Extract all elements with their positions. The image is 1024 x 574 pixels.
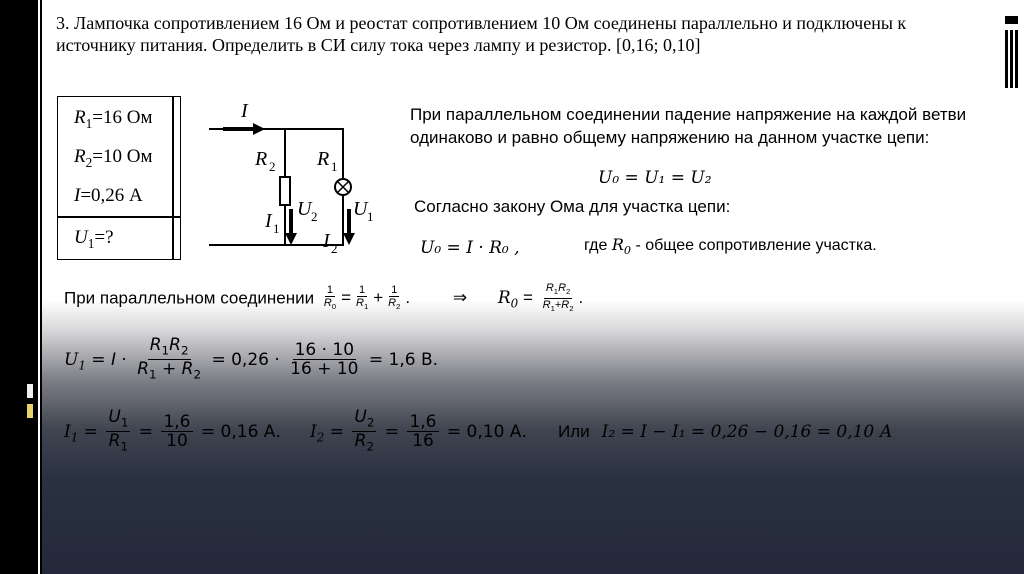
formula-i2: $I_2$ = $\frac{U_2}{R_2}$ = $\frac{1,6}{16}$ = 0,10 А.: [310, 407, 527, 454]
sub-u2: 2: [311, 209, 318, 224]
sub-u1: 1: [367, 209, 374, 224]
given-divider-vertical: [172, 97, 174, 259]
i1-arrowhead: [285, 233, 297, 245]
label-i1: I: [265, 210, 272, 232]
label-u1: U: [353, 198, 368, 220]
resistor-r2: [280, 177, 290, 205]
ohm-law-text: Согласно закону Ома для участка цепи:: [414, 197, 731, 216]
right-decor-bar: [1005, 16, 1018, 24]
explanation-line-1: При параллельном соединении падение напряжение на каждой ветви: [410, 105, 967, 124]
problem-statement: 3. Лампочка сопротивлением 16 Ом и реостат сопротивлением 10 Ом соединены параллельно и подключены к источнику питания. Определить в СИ силу тока через лампу и резистор. [0,16; 0,10]: [56, 13, 907, 55]
given-r1: $R_1=16$ Ом: [74, 107, 153, 131]
parallel-formula: При параллельном соединении $\frac{1}{R_0}$ = $\frac{1}{R_1}$ + $\frac{1}{R_2}$ . ⇒ $R_0$ = $\frac{R_1R_2}{R_1+R_2}$ .: [64, 282, 584, 314]
given-current: I=0,26 А: [74, 185, 143, 206]
current-arrowhead: [253, 123, 265, 135]
left-decor-line: [40, 0, 42, 574]
label-current: I: [241, 100, 248, 122]
left-decor-bar: [0, 0, 38, 574]
label-i2: I: [323, 230, 330, 252]
formula-i2-alternative: Или I₂ = I − I₁ = 0,26 − 0,16 = 0,10 А: [558, 422, 893, 442]
given-u1: $U_1=$?: [74, 227, 114, 251]
where-text: где $R_0$ - общее сопротивление участка.: [584, 235, 877, 258]
left-decor-mark: [27, 384, 33, 398]
formula-u0: U₀ = I · R₀ ,: [420, 238, 520, 258]
formula-u1: $U_1 = I$ · $\frac{R_1R_2}{R_1 + R_2}$ = 0,26 · $\frac{16 \cdot 10}{16 + 10}$ = 1,6 В.: [64, 335, 439, 382]
left-decor-mark: [27, 404, 33, 418]
label-u2: U: [297, 198, 312, 220]
sub-r2: 2: [269, 159, 276, 174]
right-decor-stripes: [1005, 30, 1018, 88]
sub-r1: 1: [331, 159, 338, 174]
formula-i1: $I_1$ = $\frac{U_1}{R_1}$ = $\frac{1,6}{10}$ = 0,16 А.: [64, 407, 281, 454]
label-r2: R: [255, 148, 268, 170]
i2-arrowhead: [343, 233, 355, 245]
given-r2: $R_2=10$ Ом: [74, 146, 153, 170]
sub-i1: 1: [273, 221, 280, 236]
explanation-line-2: одинаково и равно общему напряжению на данном участке цепи:: [410, 128, 930, 147]
sub-i2: 2: [331, 241, 338, 256]
circuit-diagram: [203, 97, 383, 259]
formula-u-equal: U₀ = U₁ = U₂: [598, 168, 712, 188]
given-box: [57, 96, 181, 260]
label-r1: R: [317, 148, 330, 170]
given-divider-horizontal: [58, 216, 180, 218]
